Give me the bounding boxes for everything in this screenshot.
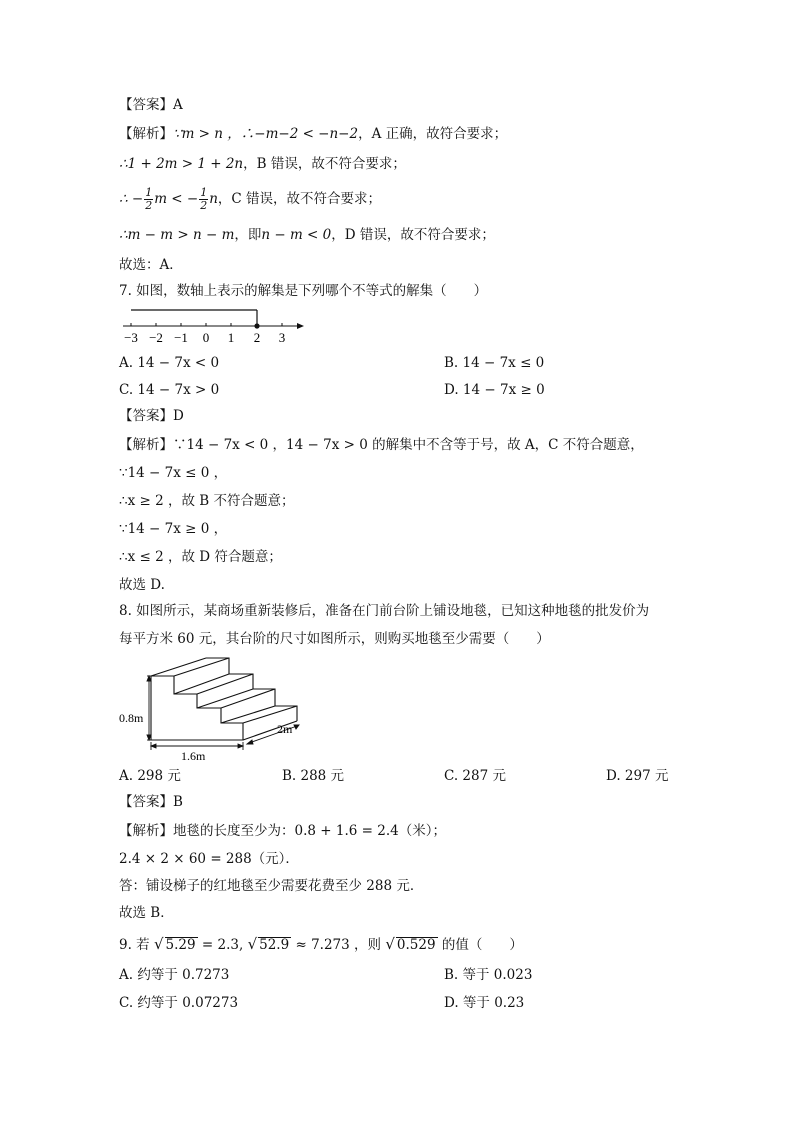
- analysis-text: ∵14 − 7x < 0 ，14 − 7x > 0 的解集中不含等于号，故 A，C 不符合题意，: [173, 437, 644, 453]
- q7-option-b[interactable]: B. 14 − 7x ≤ 0: [444, 355, 545, 371]
- math-expr: n: [209, 191, 218, 207]
- stairs-figure: [119, 654, 309, 764]
- height-dimension: [147, 676, 151, 740]
- q8-analysis-line3: 答：铺设梯子的红地毯至少需要花费至少 288 元．: [119, 878, 424, 894]
- q9-option-b[interactable]: B. 等于 0.023: [444, 967, 533, 983]
- q6-conclusion: 故选：A．: [119, 257, 183, 273]
- tick-label: 2: [253, 330, 261, 345]
- analysis-label: 【解析】: [119, 823, 173, 839]
- q9-mid2: ≈ 7.273 ，则: [295, 937, 382, 953]
- analysis-text: 地毯的长度至少为：0.8 + 1.6 = 2.4（米）；: [173, 823, 446, 839]
- q7-conclusion: 故选 D.: [119, 577, 165, 593]
- q9-mid1: = 2.3,: [201, 937, 244, 953]
- q8-option-a[interactable]: A. 298 元: [119, 768, 181, 784]
- math-expr: ∴ −: [119, 191, 144, 207]
- q8-conclusion: 故选 B．: [119, 905, 174, 921]
- math-expr: n − m < 0: [261, 227, 332, 243]
- q8-option-b[interactable]: B. 288 元: [282, 768, 345, 784]
- radicand: 5.29: [165, 937, 196, 953]
- tick-label: −3: [124, 330, 138, 345]
- radical-sign: √: [153, 935, 164, 953]
- q8-option-d[interactable]: D. 297 元: [606, 768, 669, 784]
- q8-option-c[interactable]: C. 287 元: [444, 768, 506, 784]
- tick-label: 3: [278, 330, 286, 345]
- q8-question-line1: 8. 如图所示，某商场重新装修后，准备在门前台阶上铺设地毯，已知这种地毯的批发价为: [119, 603, 650, 619]
- arrow-head: [297, 323, 304, 329]
- q7-analysis-line4: ∵14 − 7x ≥ 0 ，: [119, 521, 228, 537]
- math-expr: ∴m − m > n − m: [119, 227, 235, 243]
- solution-bracket: [131, 310, 257, 326]
- q6-analysis-line3: [119, 186, 381, 212]
- q7-analysis-line3: ∴x ≥ 2 ，故 B 不符合题意；: [119, 493, 295, 509]
- width-label: 1.6m: [181, 749, 206, 763]
- q7-question: 7. 如图，数轴上表示的解集是下列哪个不等式的解集（ ）: [119, 283, 488, 299]
- tick-label: −1: [174, 330, 188, 345]
- analysis-text: ，D 错误，故不符合要求；: [331, 227, 495, 243]
- analysis-text: ，B 错误，故不符合要求；: [243, 156, 406, 172]
- q6-answer: 【答案】A: [119, 97, 183, 113]
- analysis-label: 【解析】: [119, 126, 173, 142]
- q9-prefix: 9. 若: [119, 937, 150, 953]
- q7-option-d[interactable]: D. 14 − 7x ≥ 0: [444, 382, 545, 398]
- q7-analysis-line2: ∵14 − 7x ≤ 0 ，: [119, 465, 228, 481]
- q7-answer: 【答案】D: [119, 408, 184, 424]
- fraction: $\frac{1}{2}$: [145, 186, 153, 212]
- q6-analysis-line4: [119, 226, 495, 244]
- radicand: 52.9: [259, 937, 290, 953]
- q8-answer: 【答案】B: [119, 794, 183, 810]
- q7-analysis-line5: ∴x ≤ 2 ，故 D 符合题意；: [119, 549, 282, 565]
- math-expr: ∵m > n ，∴−m−2 < −n−2: [173, 126, 359, 142]
- analysis-text: ，C 错误，故不符合要求；: [217, 191, 382, 207]
- q9-option-d[interactable]: D. 等于 0.23: [444, 995, 525, 1011]
- fraction: $\frac{1}{2}$: [200, 186, 208, 212]
- q7-option-c[interactable]: C. 14 − 7x > 0: [119, 382, 220, 398]
- q9-suffix: 的值（ ）: [441, 937, 523, 953]
- analysis-text: ，A 正确，故符合要求；: [358, 126, 508, 142]
- q8-question-line2: 每平方米 60 元，其台阶的尺寸如图所示，则购买地毯至少需要（ ）: [119, 631, 550, 647]
- q8-analysis-line2: 2.4 × 2 × 60 = 288（元）．: [119, 851, 299, 867]
- q6-analysis-line1: [119, 125, 507, 143]
- radical-sign: √: [247, 935, 258, 953]
- height-label: 0.8m: [119, 711, 144, 725]
- radical-sign: √: [385, 935, 395, 953]
- analysis-text: ，即: [234, 227, 262, 243]
- analysis-label: 【解析】: [119, 437, 173, 453]
- q7-analysis-line1: [119, 436, 644, 454]
- q9-option-c[interactable]: C. 约等于 0.07273: [119, 995, 239, 1011]
- q6-analysis-line2: [119, 155, 406, 173]
- depth-label: 2m: [277, 722, 293, 736]
- radicand: 0.529: [396, 937, 436, 953]
- tick-label: −2: [149, 330, 163, 345]
- q9-option-a[interactable]: A. 约等于 0.7273: [119, 967, 230, 983]
- math-expr: m < −: [154, 191, 199, 207]
- q9-question: [119, 934, 523, 955]
- math-expr: ∴1 + 2m > 1 + 2n: [119, 156, 244, 172]
- q7-option-a[interactable]: A. 14 − 7x < 0: [119, 355, 220, 371]
- tick-label: 0: [202, 330, 210, 345]
- q8-analysis-line1: [119, 822, 446, 840]
- tick-label: 1: [227, 330, 235, 345]
- number-line-figure: [119, 304, 309, 346]
